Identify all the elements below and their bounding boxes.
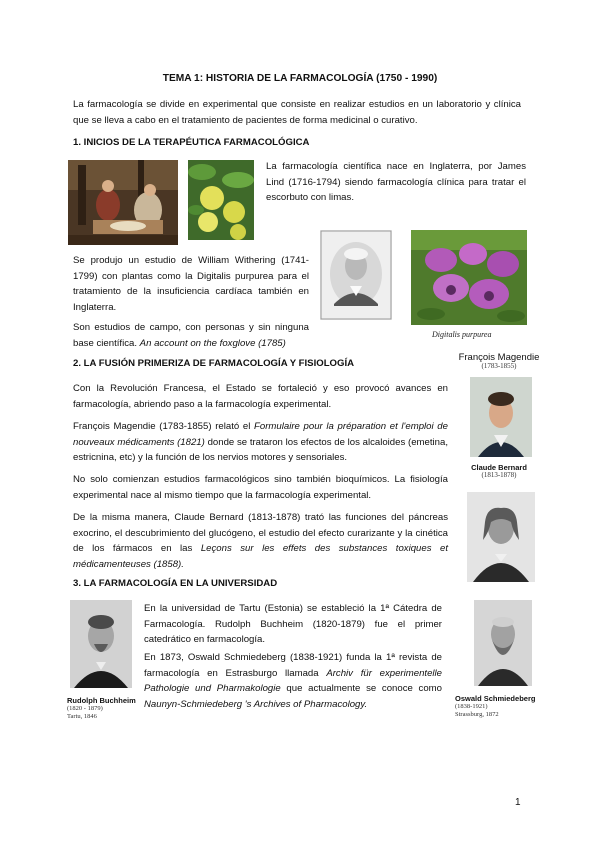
buchheim-caption [67,696,147,720]
schmiedeberg-text-a: En 1873, Oswald Schmiedeberg (1838-1921) funda la 1ª revista de farmacología en Estrasburgo llamada [144,652,442,679]
section3-paragraph-schmiedeberg [144,650,442,712]
magendie-text-a: François Magendie (1783-1855) relató el [73,421,255,432]
naunyn-journal-title: Naunyn-Schmiedeberg 's Archives of Pharmacology. [144,698,368,710]
section1-paragraph-field-studies [73,320,309,351]
buchheim-place: Tartu, 1846 [67,712,97,720]
intro-paragraph: La farmacología se divide en experimental que consiste en realizar estudios en un laboratorio y clínica que se lleva a cabo en el tratamiento de pacientes de forma medicinal o curativo. [73,99,521,126]
james-lind-painting [68,160,178,245]
bernard-dates: (1813-1878) [481,471,517,479]
bernard-text-a: De la misma manera, Claude Bernard (1813-1878) trató las funciones del páncreas exocrino, el descubrimiento del glucógeno, el estudio del efecto curarizante y la cinética de los fármacos en las [73,512,448,554]
section2-paragraph-physiology: No solo comienzan estudios farmacológicos sino también bioquímicos. La fisiología experimental nace al mismo tiempo que la farmacología experimental. [73,474,448,501]
field-studies-text: Son estudios de campo, con personas y sin ninguna base científica. [73,322,309,349]
page-title: TEMA 1: HISTORIA DE LA FARMACOLOGÍA (1750 - 1990) [162,73,438,84]
limes-photo [188,160,254,240]
schmiedeberg-dates: (1838-1921) [455,703,488,710]
rudolph-buchheim-portrait [70,600,132,688]
william-withering-portrait [320,230,392,320]
section2-paragraph-bernard [73,510,448,572]
bernard-caption [455,463,543,480]
section2-paragraph-magendie [73,419,448,466]
oswald-schmiedeberg-portrait [474,600,532,686]
magendie-name: François Magendie [458,352,540,363]
claude-bernard-portrait [467,492,535,582]
section1-heading: 1. INICIOS DE LA TERAPÉUTICA FARMACOLÓGICA [73,137,310,148]
section1-paragraph-lind: La farmacología científica nace en Inglaterra, por James Lind (1716-1794) siendo farmacología clínica para tratar el escorbuto con limas. [266,161,526,203]
magendie-caption [455,352,543,371]
page-number: 1 [515,797,521,808]
archiv-journal-title: Archiv für experimentelle Pathologie und Pharmakologie [144,667,443,694]
section3-heading: 3. LA FARMACOLOGÍA EN LA UNIVERSIDAD [73,578,278,589]
lecons-book-title: Leçons sur les effets des substances toxiques et médicamenteuses (1858). [73,543,449,570]
formulaire-book-title: Formulaire pour la préparation et l'emploi de nouveaux médicaments (1821) [73,421,448,448]
section3-paragraph-tartu: En la universidad de Tartu (Estonia) se estableció la 1ª Cátedra de Farmacología. Rudolph Buchheim (1820-1879) fue el primer catedrático en farmacología. [144,603,442,645]
schmiedeberg-name: Oswald Schmiedeberg [455,694,536,703]
magendie-text-b: donde se trataron los efectos de los alcaloides (emetina, estricnina, etc) y la función de los nervios motores y sensoriales. [73,436,448,463]
magendie-dates: (1783-1855) [481,362,517,370]
buchheim-dates: (1820 - 1879) [67,705,103,712]
schmiedeberg-place: Strassburg, 1872 [455,710,499,718]
digitalis-purpurea-photo [411,230,527,325]
foxglove-book-title: An account on the foxglove (1785) [139,337,286,349]
buchheim-name: Rudolph Buchheim [67,696,136,705]
francois-magendie-portrait [470,377,532,457]
digitalis-caption: Digitalis purpurea [432,330,492,339]
bernard-name: Claude Bernard [471,463,527,472]
section1-paragraph-withering: Se produjo un estudio de William Withering (1741-1799) con plantas como la Digitalis purpurea para el tratamiento de la insuficiencia cardíaca también en Inglaterra. [73,255,309,313]
section2-paragraph-revolution: Con la Revolución Francesa, el Estado se fortaleció y eso provocó avances en farmacología, abriendo paso a la farmacología experimental. [73,383,448,410]
section2-heading: 2. LA FUSIÓN PRIMERIZA DE FARMACOLOGÍA Y FISIOLOGÍA [73,358,355,369]
schmiedeberg-text-b: que actualmente se conoce como [280,683,442,694]
schmiedeberg-caption [455,694,545,718]
